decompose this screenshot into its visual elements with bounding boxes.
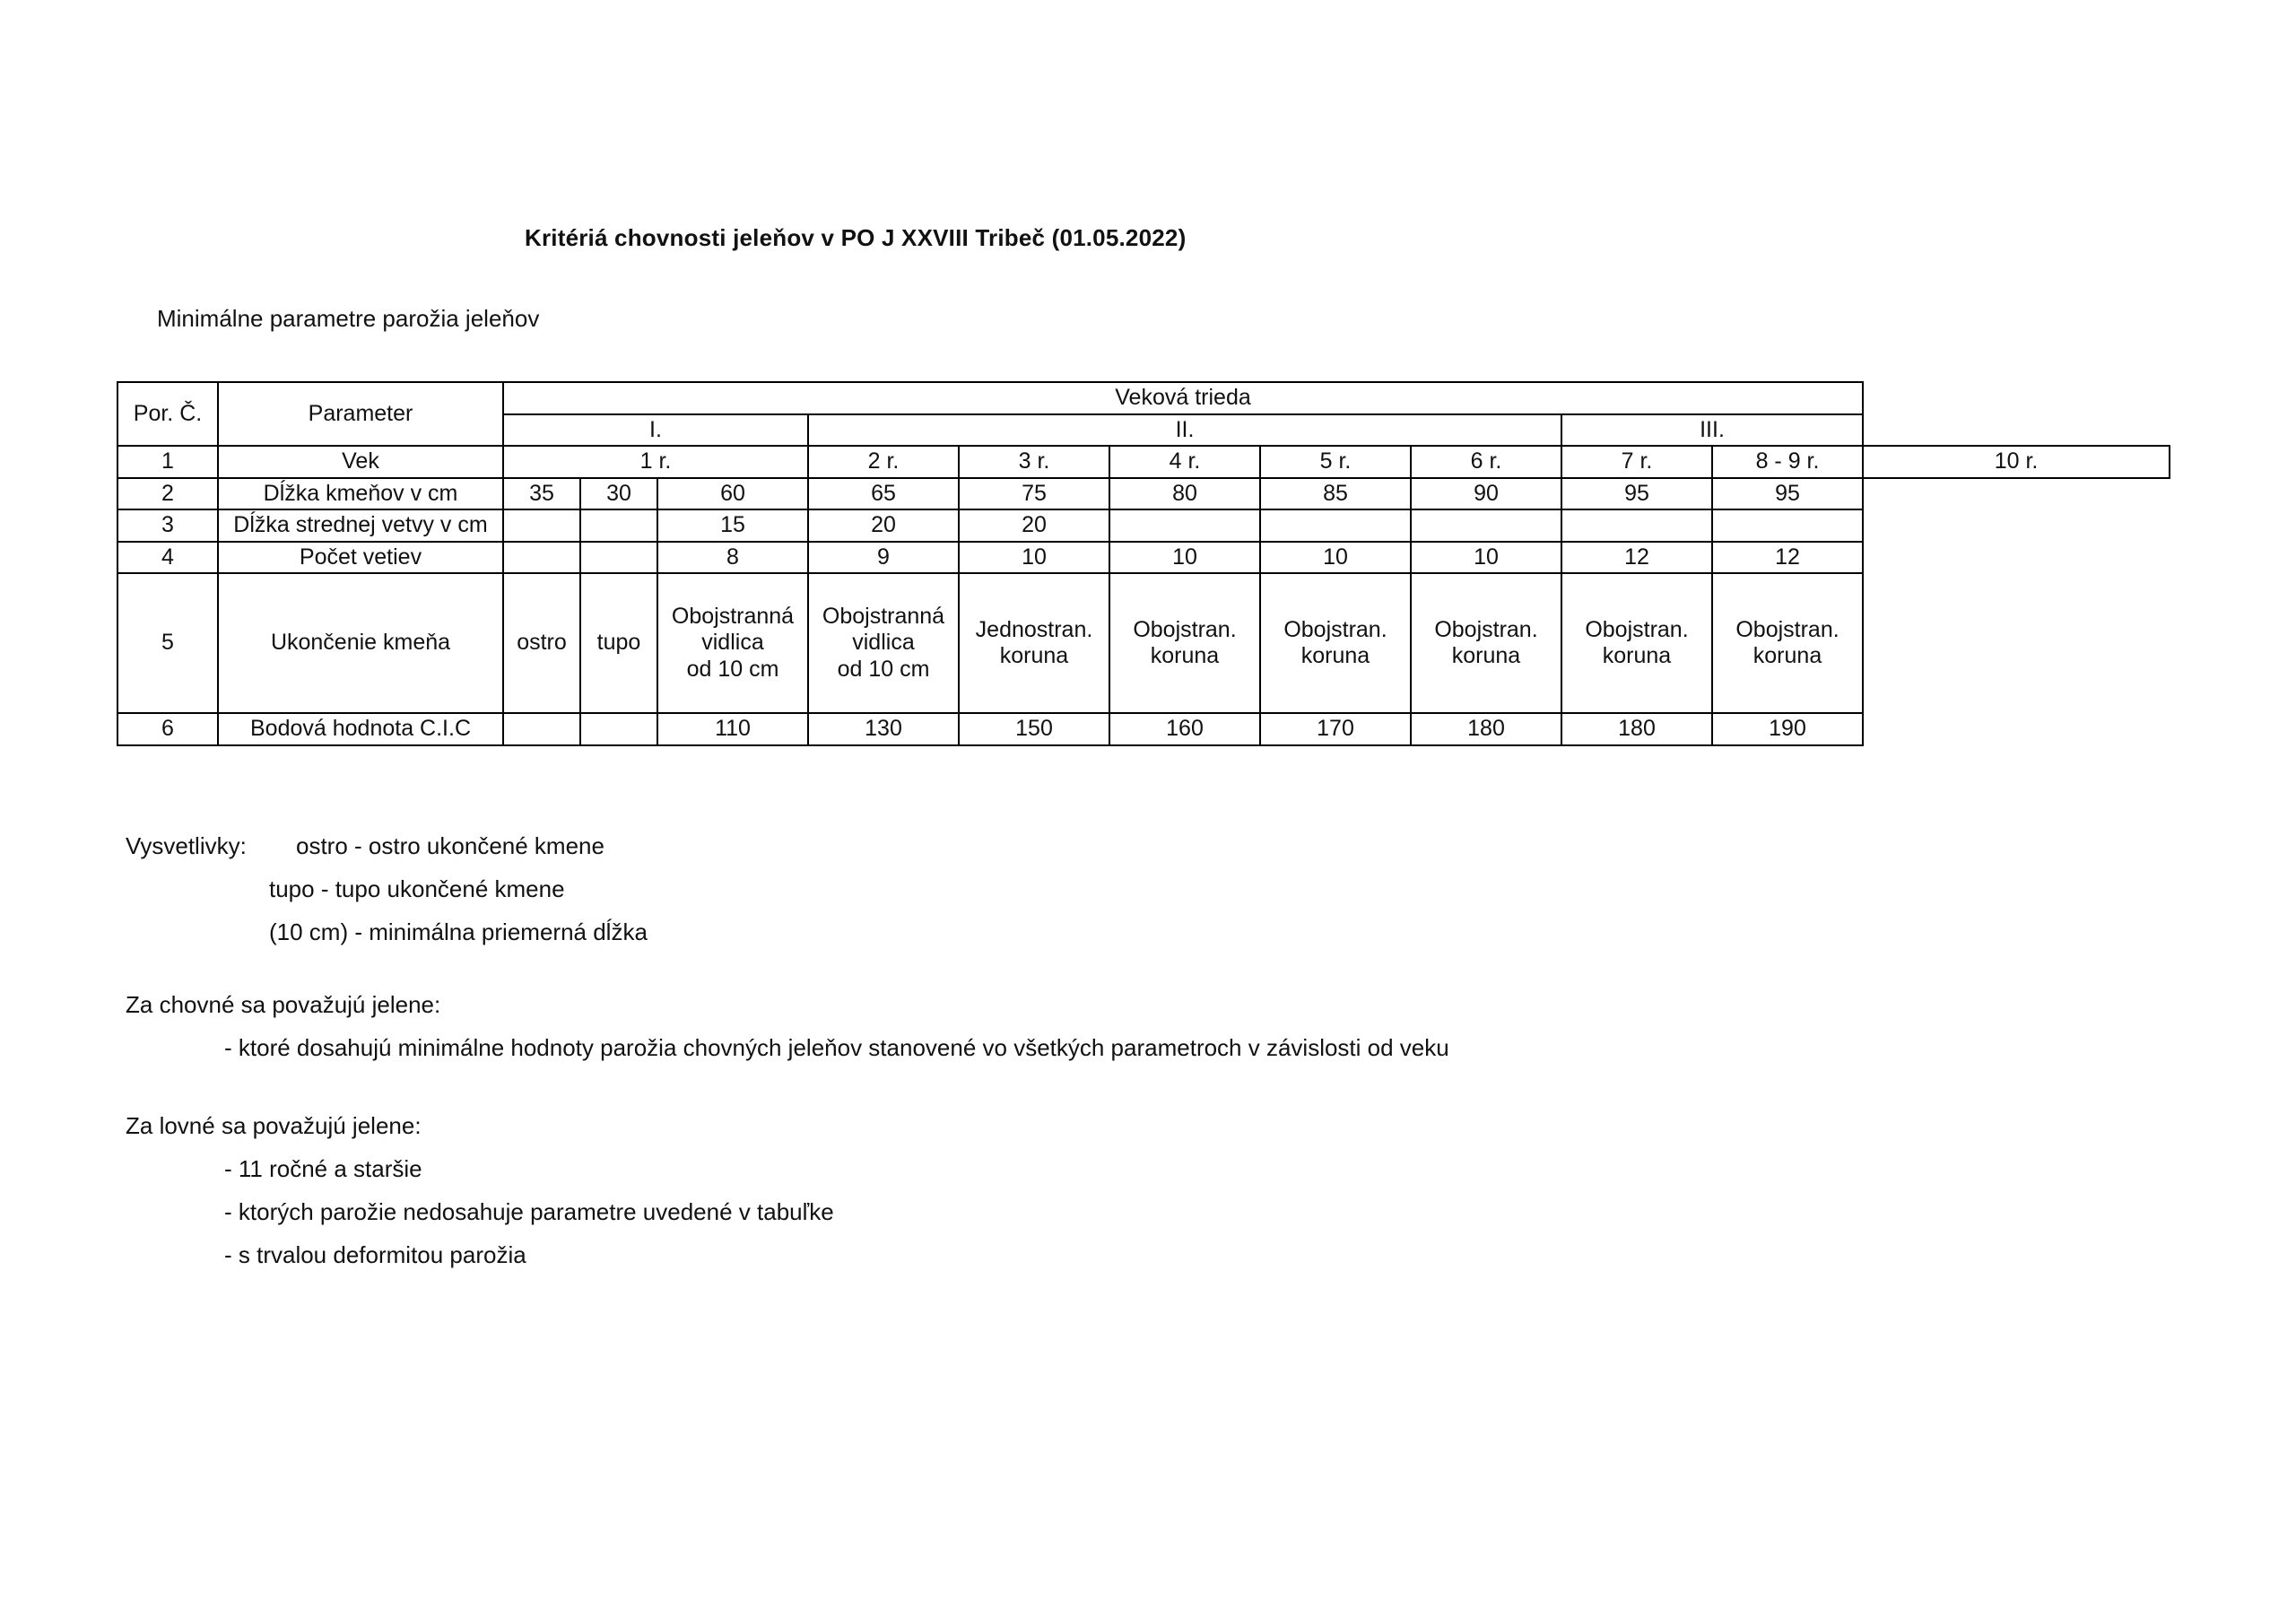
row-label: Počet vetiev (218, 542, 503, 574)
cell-age-3r: 3 r. (959, 446, 1109, 478)
table-header-row-1 (117, 382, 2170, 414)
cell-10r: 95 (1712, 478, 1863, 510)
cell-4r: 75 (959, 478, 1109, 510)
cell-2r: 8 (657, 542, 808, 574)
legend-item-1: ostro - ostro ukončené kmene (296, 832, 604, 859)
cell-10r (1712, 573, 1863, 713)
cell-age-4r: 4 r. (1109, 446, 1260, 478)
cell-line-1: Jednostran. (975, 616, 1093, 642)
cell-6r: 85 (1260, 478, 1411, 510)
cell-line-1: Obojstran. (1585, 616, 1689, 642)
cell-3r: 20 (808, 509, 959, 542)
cell-age-1r: 1 r. (503, 446, 808, 478)
breeding-block (126, 991, 1449, 1077)
header-por-c: Por. Č. (117, 382, 218, 446)
cell-line-3: od 10 cm (686, 656, 779, 682)
cell-ostro: ostro (503, 573, 580, 713)
breeding-heading: Za chovné sa považujú jelene: (126, 991, 441, 1018)
cell-age-6r: 6 r. (1411, 446, 1561, 478)
cell-6r: 170 (1260, 713, 1411, 745)
header-class-I: I. (503, 414, 808, 447)
cell-7r: 10 (1411, 542, 1561, 574)
cell-8-9r (1561, 509, 1712, 542)
cell-2r: 60 (657, 478, 808, 510)
page-title: Kritériá chovnosti jeleňov v PO J XXVIII Tribeč (01.05.2022) (525, 224, 1187, 251)
criteria-table (117, 381, 2170, 746)
cell-line-1: Obojstran. (1133, 616, 1237, 642)
cell-3r: 130 (808, 713, 959, 745)
table-row (117, 573, 2170, 713)
cell-tupo: tupo (580, 573, 657, 713)
cell-5r: 160 (1109, 713, 1260, 745)
cell-10r (1712, 509, 1863, 542)
cell-6r (1260, 509, 1411, 542)
cell-10r: 12 (1712, 542, 1863, 574)
cell-line-2: koruna (1752, 643, 1822, 668)
cell-line-2: koruna (999, 643, 1069, 668)
cell-4r: 20 (959, 509, 1109, 542)
row-number: 5 (117, 573, 218, 713)
cell-2r: 110 (657, 713, 808, 745)
cell-7r (1411, 509, 1561, 542)
cell-age-7r: 7 r. (1561, 446, 1712, 478)
huntable-heading: Za lovné sa považujú jelene: (126, 1112, 422, 1139)
row-label: Bodová hodnota C.I.C (218, 713, 503, 745)
table-row (117, 713, 2170, 745)
cell-4r (959, 573, 1109, 713)
legend-title: Vysvetlivky: (126, 832, 247, 859)
page-subtitle: Minimálne parametre parožia jeleňov (157, 305, 540, 332)
header-class-III: III. (1561, 414, 1863, 447)
row-number: 4 (117, 542, 218, 574)
cell-5r (1109, 573, 1260, 713)
cell-6r: 10 (1260, 542, 1411, 574)
cell-ostro (503, 713, 580, 745)
cell-5r (1109, 509, 1260, 542)
cell-3r: 9 (808, 542, 959, 574)
header-class-II: II. (808, 414, 1561, 447)
table-row (117, 509, 2170, 542)
breeding-item-1: - ktoré dosahujú minimálne hodnoty parožia chovných jeleňov stanovené vo všetkých parametroch v závislosti od veku (224, 1034, 1449, 1061)
cell-tupo (580, 542, 657, 574)
cell-line-2: koruna (1150, 643, 1220, 668)
legend-item-3: (10 cm) - minimálna priemerná dĺžka (269, 918, 648, 945)
table-row (117, 446, 2170, 478)
cell-5r: 10 (1109, 542, 1260, 574)
cell-8-9r (1561, 573, 1712, 713)
row-label: Dĺžka strednej vetvy v cm (218, 509, 503, 542)
cell-2r (657, 573, 808, 713)
cell-2r: 15 (657, 509, 808, 542)
huntable-item-1: - 11 ročné a staršie (224, 1155, 422, 1182)
cell-7r: 180 (1411, 713, 1561, 745)
cell-8-9r: 180 (1561, 713, 1712, 745)
huntable-item-3: - s trvalou deformitou parožia (224, 1241, 526, 1268)
cell-5r: 80 (1109, 478, 1260, 510)
cell-tupo (580, 713, 657, 745)
cell-8-9r: 95 (1561, 478, 1712, 510)
legend-item-2: tupo - tupo ukončené kmene (269, 875, 565, 902)
cell-line-3: od 10 cm (837, 656, 930, 682)
row-label: Dĺžka kmeňov v cm (218, 478, 503, 510)
cell-line-1: Obojstran. (1735, 616, 1839, 642)
cell-line-2: koruna (1451, 643, 1521, 668)
cell-age-2r: 2 r. (808, 446, 959, 478)
cell-tupo (580, 509, 657, 542)
cell-line-2: koruna (1602, 643, 1672, 668)
cell-7r: 90 (1411, 478, 1561, 510)
cell-4r: 150 (959, 713, 1109, 745)
row-number: 2 (117, 478, 218, 510)
header-parameter: Parameter (218, 382, 503, 446)
cell-line-2: vidlica (852, 630, 915, 656)
criteria-table-container (117, 381, 2170, 746)
huntable-item-2: - ktorých parožie nedosahuje parametre uvedené v tabuľke (224, 1198, 834, 1225)
table-row (117, 542, 2170, 574)
cell-3r: 65 (808, 478, 959, 510)
cell-ostro (503, 542, 580, 574)
cell-tupo: 30 (580, 478, 657, 510)
cell-ostro (503, 509, 580, 542)
row-label: Vek (218, 446, 503, 478)
cell-line-1: Obojstranná (671, 603, 795, 629)
row-number: 1 (117, 446, 218, 478)
cell-7r (1411, 573, 1561, 713)
header-vekova-trieda: Veková trieda (503, 382, 1863, 414)
cell-3r (808, 573, 959, 713)
row-number: 3 (117, 509, 218, 542)
huntable-block (126, 1112, 834, 1284)
cell-age-5r: 5 r. (1260, 446, 1411, 478)
cell-age-10r: 10 r. (1863, 446, 2170, 478)
cell-6r (1260, 573, 1411, 713)
cell-line-1: Obojstranná (822, 603, 945, 629)
cell-10r: 190 (1712, 713, 1863, 745)
cell-age-8-9r: 8 - 9 r. (1712, 446, 1863, 478)
cell-line-1: Obojstran. (1434, 616, 1538, 642)
cell-4r: 10 (959, 542, 1109, 574)
cell-8-9r: 12 (1561, 542, 1712, 574)
table-row (117, 478, 2170, 510)
cell-line-1: Obojstran. (1283, 616, 1387, 642)
cell-line-2: koruna (1300, 643, 1370, 668)
row-number: 6 (117, 713, 218, 745)
row-label: Ukončenie kmeňa (218, 573, 503, 713)
cell-line-2: vidlica (701, 630, 764, 656)
cell-ostro: 35 (503, 478, 580, 510)
